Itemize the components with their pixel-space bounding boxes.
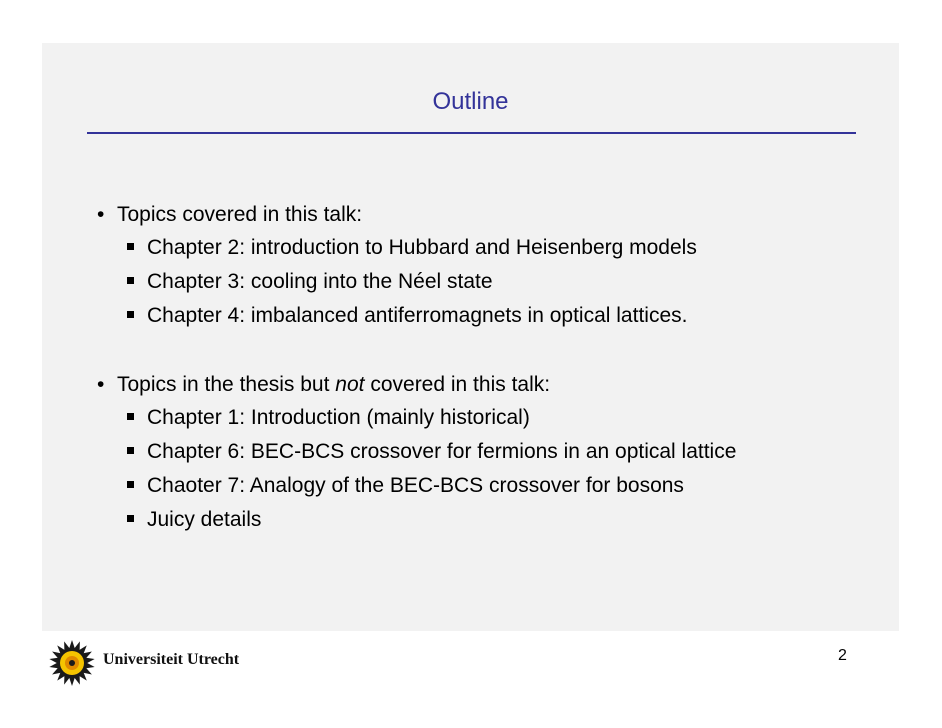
sub-bullet (127, 507, 261, 533)
sub-bullet (127, 303, 687, 329)
sub-bullet (127, 439, 736, 465)
square-bullet-icon (127, 243, 134, 250)
bullet-dot: • (97, 373, 105, 396)
sub-bullet (127, 235, 697, 261)
square-bullet-icon (127, 481, 134, 488)
bullet-text: Topics covered in this talk: (117, 203, 363, 226)
sub-bullet-text: Chapter 4: imbalanced antiferromagnets in optical lattices. (147, 304, 688, 327)
square-bullet-icon (127, 311, 134, 318)
bullet-text-pre: Topics in the thesis but (117, 373, 336, 396)
bullet-topics-covered (97, 202, 362, 228)
sub-bullet-text: Chapter 6: BEC-BCS crossover for fermions in an optical lattice (147, 440, 737, 463)
sub-bullet-text: Chaoter 7: Analogy of the BEC-BCS crossover for bosons (147, 474, 684, 497)
sub-bullet (127, 269, 493, 295)
sub-bullet (127, 405, 530, 431)
sub-bullet-text: Chapter 3: cooling into the Néel state (147, 270, 493, 293)
page-number: 2 (838, 647, 847, 664)
square-bullet-icon (127, 277, 134, 284)
university-seal-icon (48, 639, 96, 687)
institution-name: Universiteit Utrecht (103, 651, 240, 668)
sub-bullet-text: Chapter 2: introduction to Hubbard and Heisenberg models (147, 236, 697, 259)
bullet-dot: • (97, 203, 105, 226)
sub-bullet-text: Chapter 1: Introduction (mainly historical) (147, 406, 530, 429)
square-bullet-icon (127, 413, 134, 420)
square-bullet-icon (127, 515, 134, 522)
bullet-text-emphasis: not (335, 373, 365, 396)
sub-bullet (127, 473, 684, 499)
slide-title: Outline (432, 88, 509, 115)
bullet-topics-not-covered (97, 372, 550, 398)
sub-bullet-text: Juicy details (147, 508, 262, 531)
bullet-text-post: covered in this talk: (364, 373, 551, 396)
title-underline (87, 132, 856, 134)
square-bullet-icon (127, 447, 134, 454)
slide (42, 43, 899, 703)
